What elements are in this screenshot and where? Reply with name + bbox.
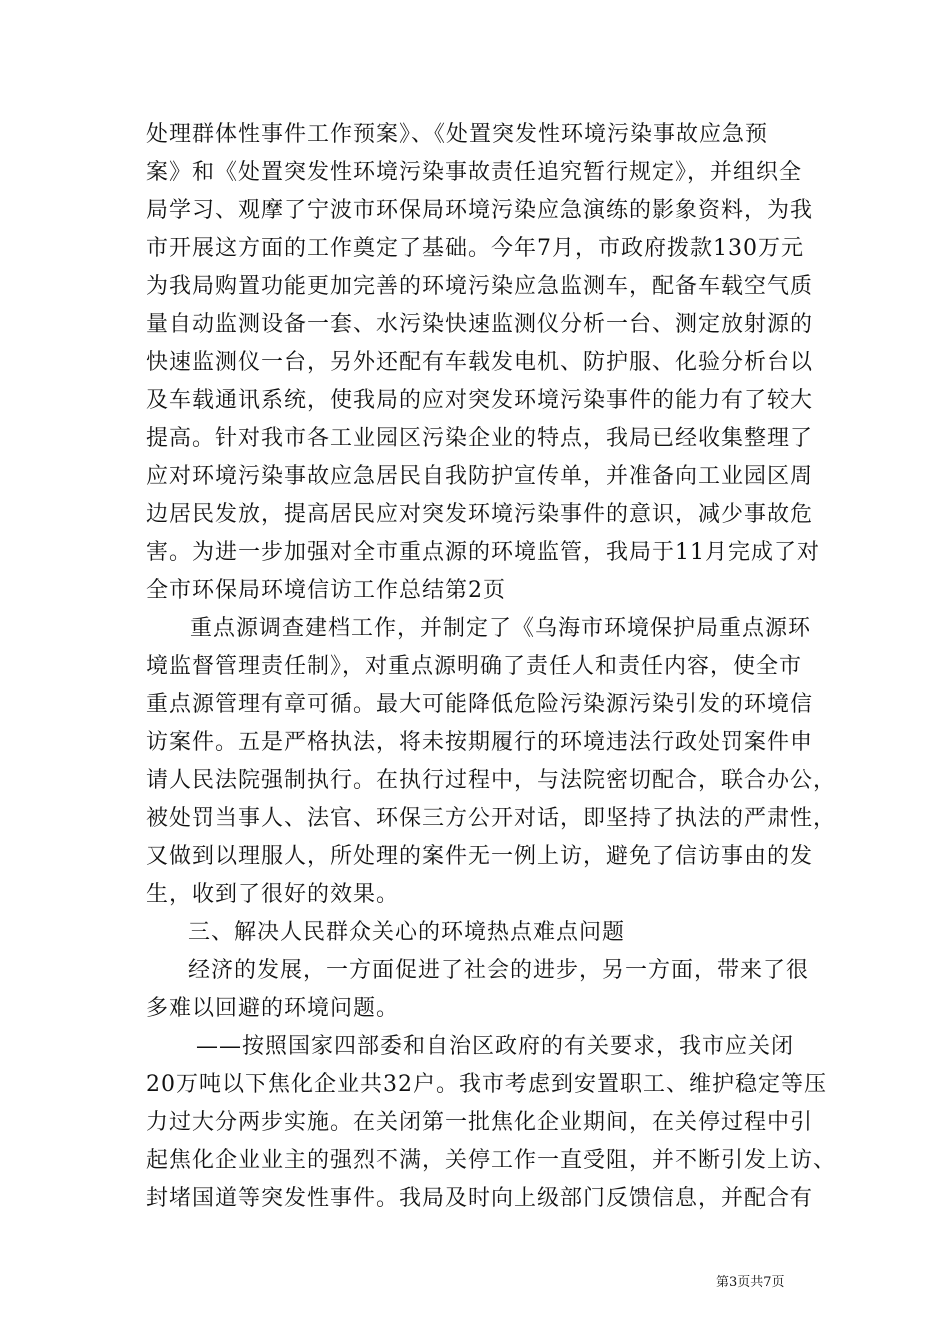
text-line: 边居民发放，提高居民应对突发环境污染事件的意识，减少事故危: [146, 502, 814, 527]
document-body: [146, 116, 837, 1218]
text-line: 起焦化企业业主的强烈不满，关停工作一直受阻，并不断引发上访、: [146, 1148, 837, 1173]
text-line: 应对环境污染事故应急居民自我防护宣传单，并准备向工业园区周: [146, 464, 814, 489]
section-heading: 三、解决人民群众关心的环境热点难点问题: [188, 920, 626, 945]
text-line: 案》和《处置突发性环境污染事故责任追究暂行规定》，并组织全: [146, 160, 803, 185]
text-line: 提高。针对我市各工业园区污染企业的特点，我局已经收集整理了: [146, 426, 814, 451]
text-line: 害。为进一步加强对全市重点源的环境监管，我局于11月完成了对: [146, 540, 820, 565]
paragraph-start-line: ——按照国家四部委和自治区政府的有关要求，我市应关闭: [196, 1034, 795, 1059]
text-line: 重点源管理有章可循。最大可能降低危险污染源污染引发的环境信: [146, 692, 814, 717]
paragraph-start-line: 经济的发展，一方面促进了社会的进步，另一方面，带来了很: [188, 958, 810, 983]
text-line: 力过大分两步实施。在关闭第一批焦化企业期间，在关停过程中引: [146, 1110, 814, 1135]
text-line: 又做到以理服人，所处理的案件无一例上访，避免了信访事由的发: [146, 844, 814, 869]
page-number: 第3页共7页: [716, 1275, 785, 1290]
text-line: 境监督管理责任制》，对重点源明确了责任人和责任内容，使全市: [146, 654, 803, 679]
text-line: 处理群体性事件工作预案》、《处置突发性环境污染事故应急预: [146, 122, 769, 147]
text-line: 为我局购置功能更加完善的环境污染应急监测车，配备车载空气质: [146, 274, 814, 299]
text-line: 多难以回避的环境问题。: [146, 996, 400, 1021]
text-line: 量自动监测设备一套、水污染快速监测仪分析一台、测定放射源的: [146, 312, 814, 337]
text-line: 局学习、观摩了宁波市环保局环境污染应急演练的影象资料，为我: [146, 198, 814, 223]
text-line: 快速监测仪一台，另外还配有车载发电机、防护服、化验分析台以: [146, 350, 814, 375]
text-line: 请人民法院强制执行。在执行过程中，与法院密切配合，联合办公，: [146, 768, 837, 793]
text-line: 封堵国道等突发性事件。我局及时向上级部门反馈信息，并配合有: [146, 1186, 814, 1211]
text-line: 及车载通讯系统，使我局的应对突发环境污染事件的能力有了较大: [146, 388, 814, 413]
text-line: 被处罚当事人、法官、环保三方公开对话，即坚持了执法的严肃性，: [146, 806, 837, 831]
text-line: 20万吨以下焦化企业共32户。我市考虑到安置职工、维护稳定等压: [146, 1072, 827, 1097]
paragraph-start-line: 重点源调查建档工作，并制定了《乌海市环境保护局重点源环: [190, 616, 812, 641]
text-line: 市开展这方面的工作奠定了基础。今年7月，市政府拨款130万元: [146, 236, 804, 261]
inline-page-marker: 全市环保局环境信访工作总结第2页: [146, 578, 506, 603]
text-line: 生，收到了很好的效果。: [146, 882, 400, 907]
text-line: 访案件。五是严格执法，将未按期履行的环境违法行政处罚案件申: [146, 730, 814, 755]
